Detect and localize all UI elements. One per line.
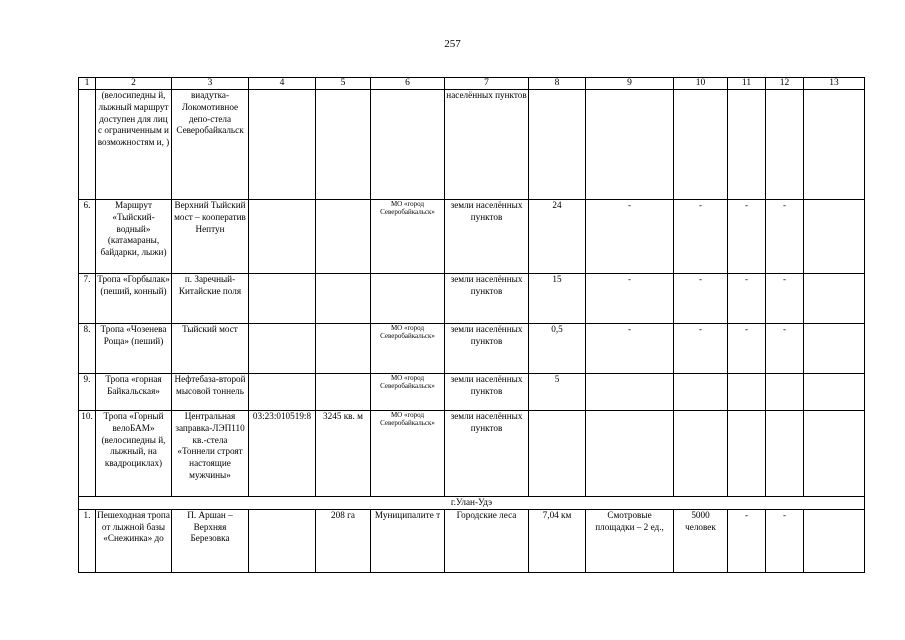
- area: 208 га: [316, 509, 371, 572]
- row-number: 8.: [79, 324, 96, 374]
- area: [316, 324, 371, 374]
- header-row: [79, 78, 865, 90]
- length: 24: [529, 200, 586, 274]
- land-category: земли населённых пунктов: [445, 374, 529, 411]
- infrastructure: Смотровые площадки – 2 ед.,: [586, 509, 674, 572]
- header-cell: 1: [79, 78, 96, 90]
- header-cell: 12: [766, 78, 804, 90]
- col-11: -: [728, 509, 766, 572]
- col-11: -: [728, 274, 766, 324]
- col-12: -: [766, 200, 804, 274]
- route-name: Тропа «Горбылак» (пеший, конный): [96, 274, 172, 324]
- col-13: [804, 200, 865, 274]
- length: 7,04 км: [529, 509, 586, 572]
- length: 0,5: [529, 324, 586, 374]
- capacity: -: [674, 200, 728, 274]
- area: 3245 кв. м: [316, 411, 371, 497]
- land-category: населённых пунктов: [445, 90, 529, 200]
- page-number: 257: [444, 38, 461, 50]
- route-path: Тыйский мост: [172, 324, 249, 374]
- route-name: Тропа «Горный велоБАМ» (велосипедны й, лыжный, на квадроциклах): [96, 411, 172, 497]
- col-11: [728, 90, 766, 200]
- area: [316, 374, 371, 411]
- route-path: Верхний Тыйский мост – кооператив Нептун: [172, 200, 249, 274]
- cadastral-number: [249, 200, 316, 274]
- col-13: [804, 509, 865, 572]
- land-category: Городские леса: [445, 509, 529, 572]
- header-cell: 8: [529, 78, 586, 90]
- table-row: [79, 200, 865, 274]
- header-cell: 3: [172, 78, 249, 90]
- route-name: Тропа «горная Байкальская»: [96, 374, 172, 411]
- land-category: земли населённых пунктов: [445, 274, 529, 324]
- capacity: [674, 374, 728, 411]
- header-cell: 11: [728, 78, 766, 90]
- header-cell: 10: [674, 78, 728, 90]
- col-11: [728, 411, 766, 497]
- col-13: [804, 411, 865, 497]
- infrastructure: -: [586, 274, 674, 324]
- owner: МО «город Северобайкальск»: [371, 411, 445, 497]
- table-row: [79, 374, 865, 411]
- header-cell: 7: [445, 78, 529, 90]
- col-12: -: [766, 274, 804, 324]
- length: [529, 411, 586, 497]
- route-name: Маршрут «Тыйский-водный» (катамараны, байдарки, лыжи): [96, 200, 172, 274]
- land-category: земли населённых пунктов: [445, 200, 529, 274]
- route-name: Пешеходная тропа от лыжной базы «Снежинка» до: [96, 509, 172, 572]
- capacity: [674, 90, 728, 200]
- table-row: [79, 274, 865, 324]
- col-13: [804, 90, 865, 200]
- table-row: [79, 90, 865, 200]
- route-path: виадутка-Локомотивное депо-стела Северобайкальск: [172, 90, 249, 200]
- col-12: -: [766, 324, 804, 374]
- col-12: [766, 411, 804, 497]
- col-11: [728, 374, 766, 411]
- infrastructure: [586, 90, 674, 200]
- length: 5: [529, 374, 586, 411]
- col-13: [804, 324, 865, 374]
- cadastral-number: [249, 374, 316, 411]
- cadastral-number: [249, 324, 316, 374]
- table-row: [79, 324, 865, 374]
- route-path: П. Аршан – Верхняя Березовка: [172, 509, 249, 572]
- area: [316, 200, 371, 274]
- cadastral-number: 03:23:010519:8: [249, 411, 316, 497]
- table-row: [79, 411, 865, 497]
- route-path: п. Заречный-Китайские поля: [172, 274, 249, 324]
- col-11: -: [728, 324, 766, 374]
- owner: МО «город Северобайкальск»: [371, 374, 445, 411]
- table-row: [79, 509, 865, 572]
- cadastral-number: [249, 274, 316, 324]
- row-number: [79, 90, 96, 200]
- route-name: Тропа «Чозенева Роща» (пеший): [96, 324, 172, 374]
- col-11: -: [728, 200, 766, 274]
- owner: [371, 90, 445, 200]
- owner: [371, 274, 445, 324]
- row-number: 9.: [79, 374, 96, 411]
- capacity: -: [674, 324, 728, 374]
- section-row: [79, 497, 865, 510]
- cadastral-number: [249, 509, 316, 572]
- city-section-title: г.Улан-Удэ: [79, 497, 865, 510]
- cadastral-number: [249, 90, 316, 200]
- owner: МО «город Северобайкальск»: [371, 324, 445, 374]
- row-number: 6.: [79, 200, 96, 274]
- area: [316, 90, 371, 200]
- col-12: [766, 374, 804, 411]
- infrastructure: -: [586, 200, 674, 274]
- capacity: 5000 человек: [674, 509, 728, 572]
- col-13: [804, 274, 865, 324]
- header-cell: 4: [249, 78, 316, 90]
- route-path: Нефтебаза-второй мысовой тоннель: [172, 374, 249, 411]
- header-cell: 5: [316, 78, 371, 90]
- row-number: 7.: [79, 274, 96, 324]
- row-number: 1.: [79, 509, 96, 572]
- infrastructure: [586, 374, 674, 411]
- route-path: Центральная заправка-ЛЭП110 кв.-стела «Тоннели строят настоящие мужчины»: [172, 411, 249, 497]
- length: 15: [529, 274, 586, 324]
- area: [316, 274, 371, 324]
- capacity: [674, 411, 728, 497]
- infrastructure: -: [586, 324, 674, 374]
- route-name: (велосипедны й, лыжный маршрут доступен для лиц с ограниченным и возможностям и, ): [96, 90, 172, 200]
- owner: Муниципалите т: [371, 509, 445, 572]
- length: [529, 90, 586, 200]
- registry-table: [78, 77, 865, 573]
- header-cell: 9: [586, 78, 674, 90]
- header-cell: 2: [96, 78, 172, 90]
- header-cell: 13: [804, 78, 865, 90]
- land-category: земли населённых пунктов: [445, 324, 529, 374]
- col-12: [766, 90, 804, 200]
- row-number: 10.: [79, 411, 96, 497]
- col-13: [804, 374, 865, 411]
- owner: МО «город Северобайкальск»: [371, 200, 445, 274]
- land-category: земли населённых пунктов: [445, 411, 529, 497]
- infrastructure: [586, 411, 674, 497]
- capacity: -: [674, 274, 728, 324]
- col-12: -: [766, 509, 804, 572]
- header-cell: 6: [371, 78, 445, 90]
